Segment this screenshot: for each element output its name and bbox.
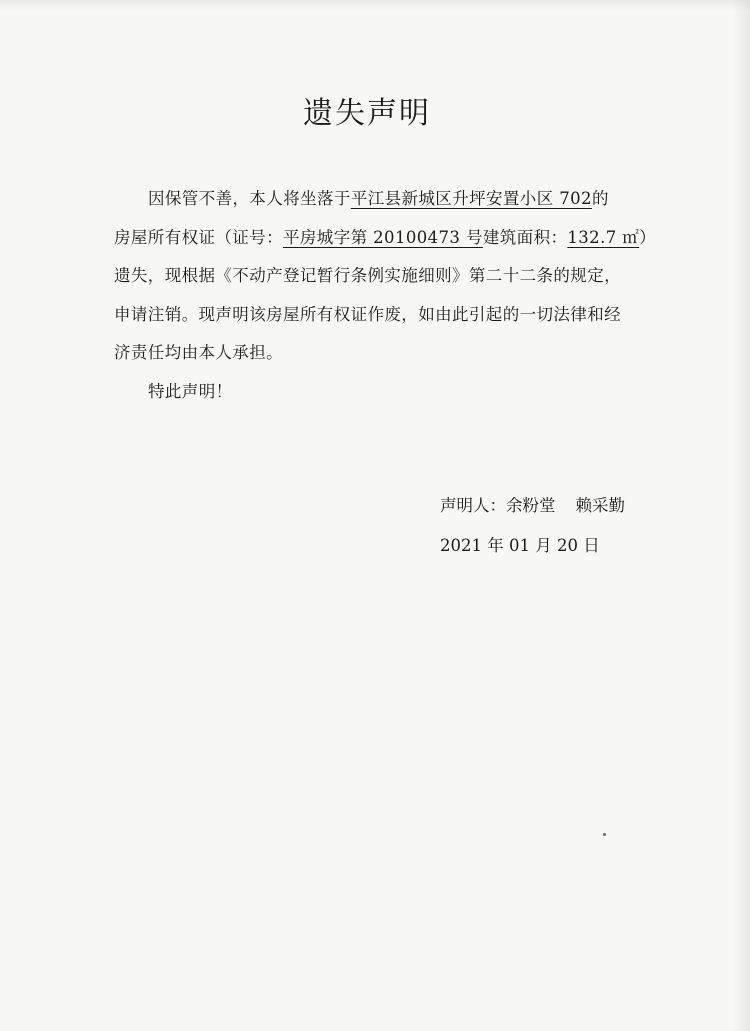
body-line-1 xyxy=(114,180,634,219)
declarant-line xyxy=(440,486,625,526)
certificate-number: 平房城字第 20100473 号 xyxy=(283,227,483,247)
declarant-name-2: 赖采勤 xyxy=(575,496,625,515)
text-segment: 的 xyxy=(591,189,609,208)
declarant-label: 声明人： xyxy=(440,496,506,515)
closing-line: 特此声明！ xyxy=(148,381,233,401)
property-address: 平江县新城区升坪安置小区 702 xyxy=(350,189,592,208)
document-title: 遗失声明 xyxy=(303,96,431,131)
body-line-4: 申请注销。现声明该房屋所有权证作废，如由此引起的一切法律和经 xyxy=(114,304,621,324)
body-line-3: 遗失，现根据《不动产登记暂行条例实施细则》第二十二条的规定， xyxy=(114,266,621,285)
declaration-date: 2021 年 01 月 20 日 xyxy=(440,536,600,555)
body-line-5: 济责任均由本人承担。 xyxy=(114,343,283,362)
scan-edge-right xyxy=(732,0,750,1031)
building-area: 132.7 ㎡ xyxy=(567,227,640,247)
declarant-name-1: 余粉堂 xyxy=(506,496,556,515)
scan-speck xyxy=(603,833,606,836)
signature-block xyxy=(440,486,625,566)
body-line-2 xyxy=(114,219,657,258)
scan-edge-top xyxy=(0,0,750,10)
text-segment: 房屋所有权证（证号： xyxy=(114,227,283,247)
text-segment: 因保管不善，本人将坐落于 xyxy=(148,189,351,208)
text-segment: 建筑面积： xyxy=(482,227,568,247)
text-segment: ） xyxy=(639,227,657,247)
statement-body xyxy=(114,180,657,411)
